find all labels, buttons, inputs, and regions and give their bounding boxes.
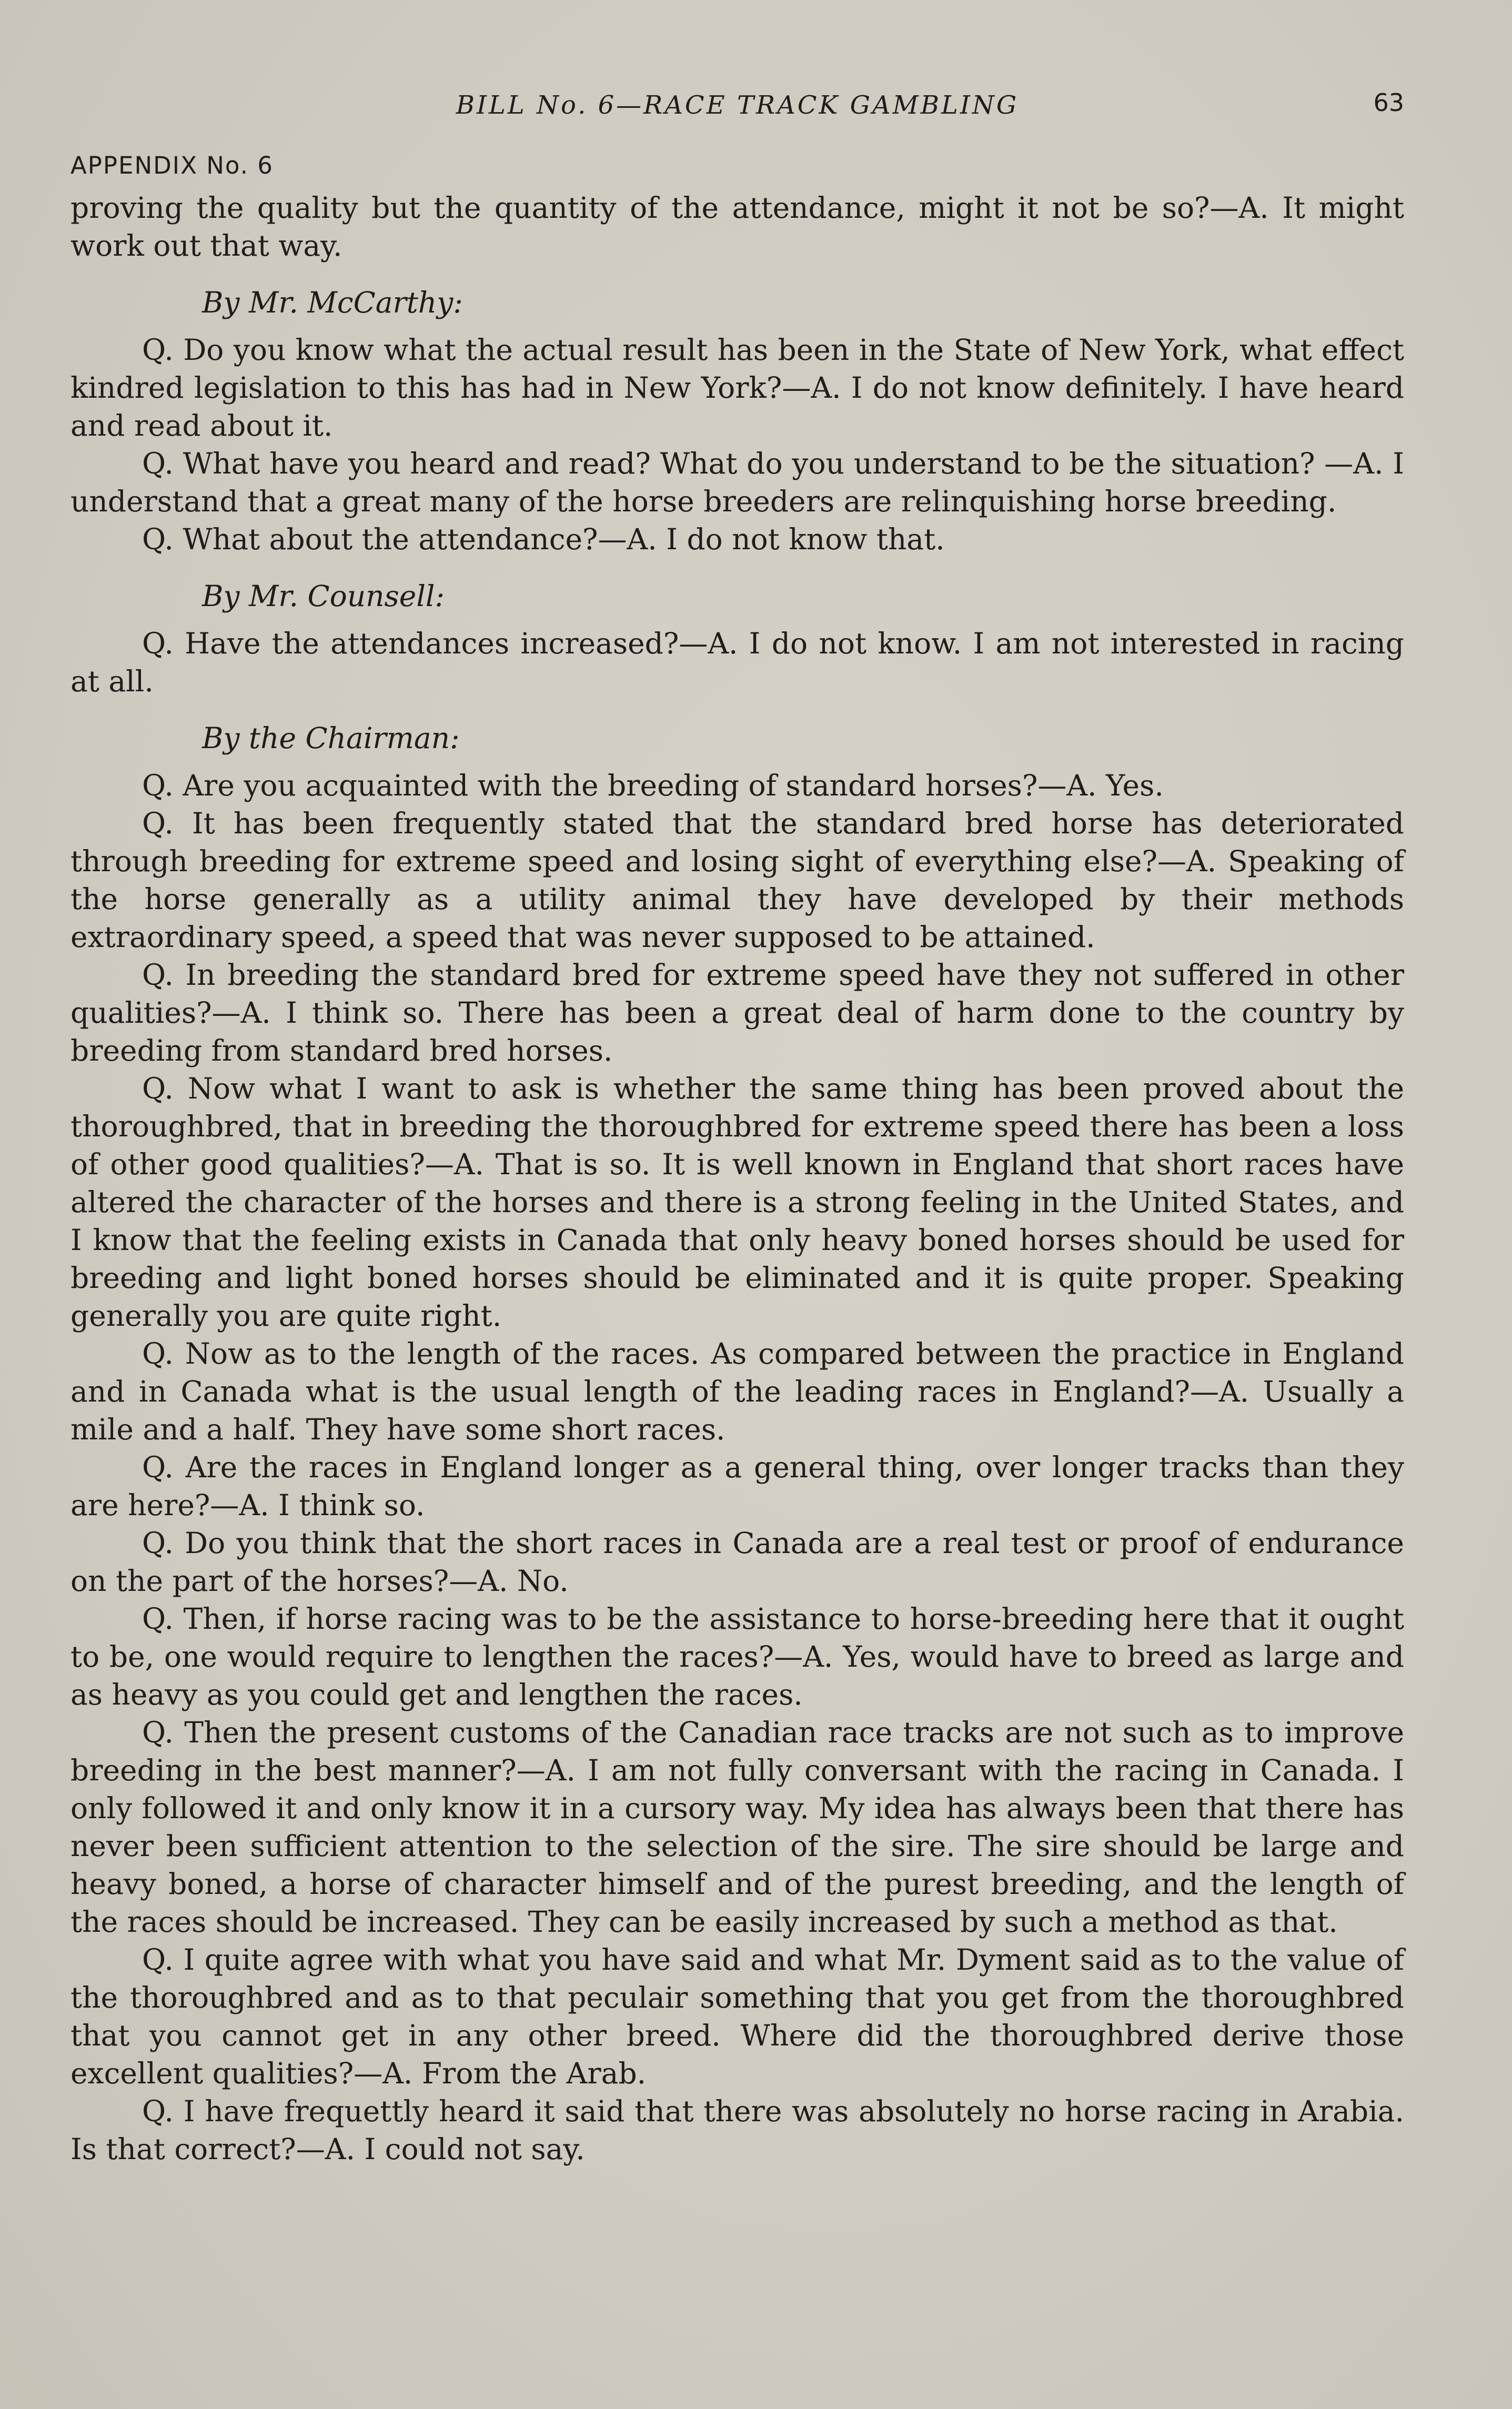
- running-header: [70, 79, 1404, 137]
- paragraph: Q. Do you know what the actual result has been in the State of New York, what effect kindred legislation to this has had in New York?—A. I do not know definitely. I have heard and read about it.: [70, 333, 1404, 442]
- page-number: 63: [1373, 88, 1404, 117]
- paragraph: Q. I have frequettly heard it said that there was absolutely no horse racing in Arabia. Is that correct?—A. I could not say.: [70, 2094, 1404, 2166]
- paragraph: Q. I quite agree with what you have said and what Mr. Dyment said as to the value of the thoroughbred and as to that peculair something that you get from the thoroughbred that you cannot get in any other breed. Where did the thoroughbred derive those excellent qualities?—A. From the Arab.: [70, 1943, 1404, 2090]
- paragraph: proving the quality but the quantity of the attendance, might it not be so?—A. It might work out that way.: [70, 191, 1404, 263]
- paragraph: Q. Are the races in England longer as a general thing, over longer tracks than they are here?—A. I think so.: [70, 1450, 1404, 1522]
- speaker-heading: By Mr. Counsell:: [202, 579, 445, 613]
- paragraph: Q. In breeding the standard bred for extreme speed have they not suffered in other qualities?—A. I think so. There has been a great deal of harm done to the country by breeding from standard bred horses.: [70, 958, 1404, 1067]
- speaker-heading: By the Chairman:: [202, 721, 460, 755]
- speaker-heading: By Mr. McCarthy:: [202, 286, 463, 319]
- paragraph: Q. What about the attendance?—A. I do not know that.: [142, 522, 945, 556]
- paragraph: Q. Then the present customs of the Canadian race tracks are not such as to improve breeding in the best manner?—A. I am not fully conversant with the racing in Canada. I only followed it and only know it in a cursory way. My idea has always been that there has never been sufficient attention to the selection of the sire. The sire should be large and heavy boned, a horse of character himself and of the purest breeding, and the length of the races should be increased. They can be easily increased by such a method as that.: [70, 1716, 1404, 1939]
- paragraph: Q. Now what I want to ask is whether the same thing has been proved about the thoroughbred, that in breeding the thoroughbred for extreme speed there has been a loss of other good qualities?—A. That is so. It is well known in England that short races have altered the character of the horses and there is a strong feeling in the United States, and I know that the feeling exists in Canada that only heavy boned horses should be used for breeding and light boned horses should be eliminated and it is quite proper. Speaking generally you are quite right.: [70, 1072, 1404, 1333]
- paragraph: Q. Are you acquainted with the breeding of standard horses?—A. Yes.: [142, 769, 1164, 802]
- paragraph: Q. Then, if horse racing was to be the assistance to horse-breeding here that it ought to be, one would require to lengthen the races?—A. Yes, would have to breed as large and as heavy as you could get and lengthen the races.: [70, 1602, 1404, 1711]
- appendix-label: APPENDIX No. 6: [70, 152, 274, 179]
- paragraph: Q. It has been frequently stated that the standard bred horse has deteriorated through breeding for extreme speed and losing sight of everything else?—A. Speaking of the horse generally as a utility animal they have developed by their methods extraordinary speed, a speed that was never supposed to be attained.: [70, 807, 1404, 954]
- paragraph: Q. Have the attendances increased?—A. I do not know. I am not interested in racing at all.: [70, 627, 1404, 698]
- running-title: BILL No. 6—RACE TRACK GAMBLING: [456, 90, 1019, 120]
- paragraph: Q. Now as to the length of the races. As compared between the practice in England and in Canada what is the usual length of the leading races in England?—A. Usually a mile and a half. They have some short races.: [70, 1337, 1404, 1446]
- body-text: [70, 189, 1404, 2168]
- paragraph: Q. What have you heard and read? What do you understand to be the situation? —A. I understand that a great many of the horse breeders are relinquishing horse breeding.: [70, 447, 1404, 518]
- paragraph: Q. Do you think that the short races in Canada are a real test or proof of endurance on the part of the horses?—A. No.: [70, 1526, 1404, 1598]
